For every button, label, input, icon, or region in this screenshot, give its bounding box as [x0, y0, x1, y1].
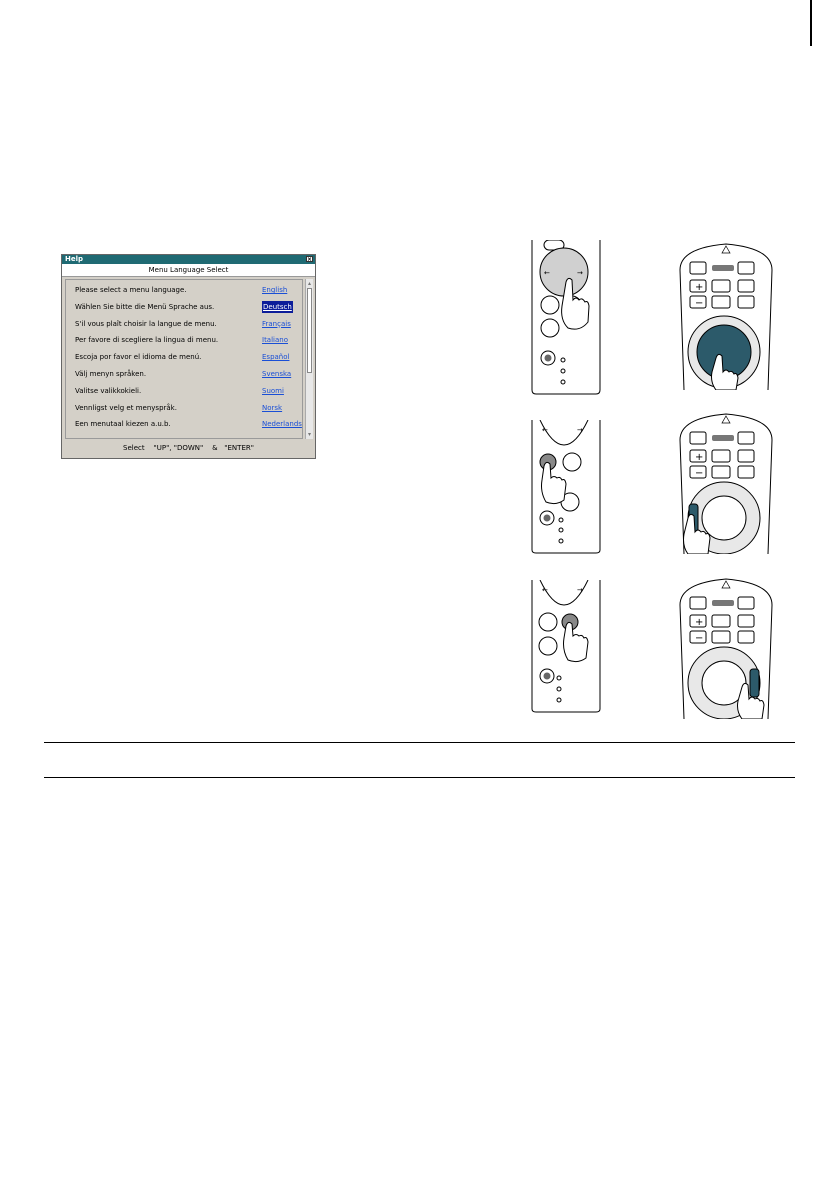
language-link-svenska[interactable]: Svenska: [262, 370, 292, 378]
panel-button: [563, 453, 581, 471]
language-link-deutsch[interactable]: Deutsch: [263, 302, 292, 311]
language-row[interactable]: [75, 402, 305, 414]
help-title: Help: [65, 255, 84, 263]
remote-button: [712, 466, 730, 478]
language-row[interactable]: [75, 284, 305, 296]
language-row[interactable]: [75, 318, 305, 330]
language-prompt: Valitse valikkokieli.: [75, 386, 142, 395]
language-prompt: Een menutaal kiezen a.u.b.: [75, 420, 171, 429]
projector-panel-right-illustration: [530, 580, 602, 713]
language-row[interactable]: [75, 351, 305, 363]
page-edge-marker: [810, 0, 812, 46]
language-row[interactable]: [75, 301, 305, 313]
right-arrow-label: →: [577, 426, 583, 434]
scroll-thumb[interactable]: [307, 288, 312, 373]
scroll-up-icon[interactable]: ▴: [307, 280, 311, 287]
language-link-italiano[interactable]: Italiano: [262, 336, 288, 345]
left-arrow-label: ←: [544, 269, 550, 277]
language-prompt: Per favore di scegliere la lingua di menu.: [75, 336, 219, 345]
language-link-francais[interactable]: Français: [262, 319, 291, 328]
remote-indicator: [712, 265, 734, 271]
remote-button: [738, 296, 754, 308]
language-prompt: S'il vous plaît choisir la langue de menu.: [75, 319, 217, 328]
language-prompt: Escoja por favor el idioma de menú.: [75, 353, 202, 362]
plus-label: +: [695, 617, 704, 628]
indicator-lamp: [559, 528, 563, 532]
remote-button: [738, 597, 754, 609]
remote-button: [738, 615, 754, 627]
remote-indicator: [712, 435, 734, 441]
remote-right-illustration: [676, 575, 776, 719]
close-icon[interactable]: ×: [307, 256, 313, 263]
help-titlebar: [62, 255, 315, 264]
remote-button: [738, 432, 754, 444]
remote-button: [712, 296, 730, 308]
enter-button: [702, 496, 746, 540]
remote-button: [738, 280, 754, 292]
remote-button: [712, 450, 730, 462]
top-rule: [44, 742, 795, 743]
indicator-lamp: [559, 518, 563, 522]
right-direction-button: [750, 669, 759, 697]
remote-enter-illustration: [676, 240, 776, 390]
language-prompt: Please select a menu language.: [75, 286, 187, 294]
language-prompt: Välj menyn språken.: [75, 370, 147, 378]
power-button-core: [544, 515, 551, 522]
remote-button: [738, 466, 754, 478]
indicator-lamp: [561, 358, 565, 362]
language-link-english[interactable]: English: [262, 286, 288, 294]
remote-button: [712, 615, 730, 627]
right-arrow-label: →: [577, 586, 583, 594]
remote-button: [738, 631, 754, 643]
remote-button: [738, 450, 754, 462]
help-dialog: [61, 254, 316, 459]
panel-button: [541, 319, 559, 337]
remote-button: [738, 262, 754, 274]
right-arrow-label: →: [577, 269, 583, 277]
remote-left-illustration: [676, 410, 776, 554]
language-list: [65, 279, 303, 439]
indicator-lamp: [557, 687, 561, 691]
scrollbar[interactable]: [305, 279, 313, 439]
language-link-norsk[interactable]: Norsk: [262, 403, 283, 412]
projector-panel-enter-illustration: [530, 240, 602, 395]
minus-label: −: [695, 298, 704, 309]
minus-label: −: [695, 633, 704, 644]
remote-button: [690, 597, 706, 609]
minus-label: −: [695, 468, 704, 479]
language-link-suomi[interactable]: Suomi: [262, 386, 284, 395]
language-link-nederlands[interactable]: Nederlands: [262, 420, 302, 429]
remote-button: [690, 432, 706, 444]
indicator-lamp: [559, 539, 563, 543]
language-row[interactable]: [75, 334, 305, 346]
bottom-rule: [44, 777, 795, 778]
indicator-lamp: [557, 698, 561, 702]
indicator-lamp: [561, 369, 565, 373]
panel-button: [539, 637, 557, 655]
indicator-lamp: [557, 676, 561, 680]
language-link-espanol[interactable]: Español: [262, 353, 290, 362]
remote-button: [690, 262, 706, 274]
plus-label: +: [695, 452, 704, 463]
language-row[interactable]: [75, 368, 305, 380]
scroll-down-icon[interactable]: ▾: [307, 431, 311, 438]
language-row[interactable]: [75, 385, 305, 397]
remote-button: [712, 280, 730, 292]
menu-language-heading: Menu Language Select: [62, 264, 315, 277]
power-button-core: [545, 355, 552, 362]
language-prompt: Wählen Sie bitte die Menü Sprache aus.: [75, 302, 215, 311]
panel-button: [541, 296, 559, 314]
remote-button: [712, 631, 730, 643]
left-arrow-label: ←: [542, 426, 548, 434]
power-button-core: [544, 673, 551, 680]
projector-panel-left-illustration: [530, 420, 602, 554]
remote-indicator: [712, 600, 734, 606]
left-arrow-label: ←: [542, 586, 548, 594]
language-row[interactable]: [75, 418, 305, 430]
help-footer-instructions: Select "UP", "DOWN" & "ENTER": [123, 444, 254, 452]
plus-label: +: [695, 282, 704, 293]
panel-button: [539, 613, 557, 631]
indicator-lamp: [561, 380, 565, 384]
language-prompt: Vennligst velg et menyspråk.: [75, 403, 177, 412]
